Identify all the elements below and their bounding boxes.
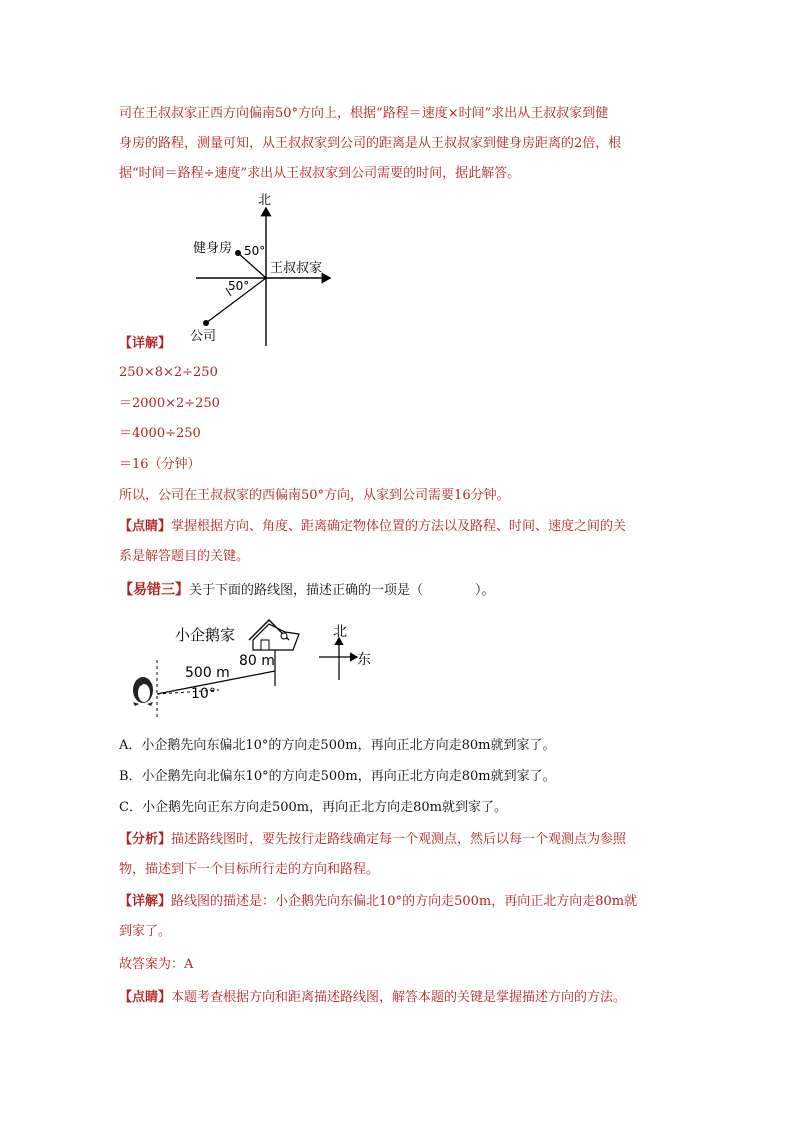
conclusion: 所以，公司在王叔叔家的西偏南50°方向，从家到公司需要16分钟。 (119, 488, 510, 503)
north-label: 北 (258, 193, 272, 208)
compass-east: 东 (357, 652, 371, 668)
angle-label: 10° (191, 686, 216, 702)
option-a[interactable]: A．小企鹅先向东偏北10°的方向走500m，再向正北方向走80m就到家了。 (119, 738, 556, 753)
direction-diagram (180, 188, 350, 350)
penguin-icon (133, 677, 153, 706)
distance-80: 80 m (239, 653, 275, 669)
analysis-text-1: 描述路线图时，要先按行走路线确定每一个观测点，然后以每一个观测点为参照 (171, 832, 627, 847)
gym-point (235, 250, 241, 256)
equation-3: ＝4000÷250 (119, 426, 201, 441)
equation-4: ＝16（分钟） (119, 457, 201, 472)
question-tag: 【易错三】 (119, 582, 189, 598)
house-icon (249, 620, 299, 650)
detail2-text-c: 80m就 (595, 894, 638, 909)
home-label: 小企鹅家 (175, 626, 236, 644)
detail-tag: 【详解】 (119, 336, 172, 351)
tip-text-2: 系是解答题目的关键。 (119, 549, 250, 564)
route-diagram (119, 610, 389, 725)
equation-2: ＝2000×2÷250 (119, 396, 220, 411)
compass-icon (319, 638, 357, 680)
tip2-text: 本题考查根据方向和距离描述路线图，解答本题的关键是掌握描述方向的方法。 (171, 990, 627, 1005)
gym-label: 健身房 (193, 241, 233, 256)
compass-north: 北 (333, 624, 347, 640)
tip-tag: 【点睛】 (119, 519, 172, 534)
answer-text: 故答案为：A (119, 957, 194, 972)
analysis-tag: 【分析】 (119, 832, 172, 847)
angle-label-2: 50° (228, 279, 250, 293)
option-c[interactable]: C．小企鹅先向正东方向走500m，再向正北方向走80m就到家了。 (119, 800, 507, 815)
option-b[interactable]: B．小企鹅先向北偏东10°的方向走500m，再向正北方向走80m就到家了。 (119, 769, 556, 784)
paragraph-line-1: 司在王叔叔家正西方向偏南50°方向上，根据“路程＝速度×时间”求出从王叔叔家到健 (119, 106, 609, 121)
paragraph-line-3: 据“时间＝路程÷速度”求出从王叔叔家到公司需要的时间，据此解答。 (119, 166, 521, 181)
company-label: 公司 (190, 329, 217, 344)
detail2-text-b: 的方向走500m，再向正北方向走 (402, 894, 596, 909)
paragraph-line-2: 身房的路程，测量可知，从王叔叔家到公司的距离是从王叔叔家到健身房距离的2倍，根 (119, 136, 622, 151)
detail2-tag: 【详解】 (119, 894, 172, 909)
detail2-text-a: 路线图的描述是：小企鹅先向东偏北10° (171, 894, 403, 909)
question-text: 关于下面的路线图，描述正确的一项是（ ）。 (189, 583, 495, 598)
angle-label-1: 50° (244, 244, 266, 258)
home-label: 王叔叔家 (270, 261, 323, 276)
distance-500: 500 m (185, 665, 230, 681)
equation-1: 250×8×2÷250 (119, 365, 218, 380)
analysis-text-2: 物，描述到下一个目标所行走的方向和路程。 (119, 862, 380, 877)
tip2-tag: 【点睛】 (119, 990, 172, 1005)
tip-text-1: 掌握根据方向、角度、距离确定物体位置的方法以及路程、时间、速度之间的关 (171, 519, 627, 534)
company-point (203, 320, 209, 326)
detail2-text-2: 到家了。 (119, 924, 172, 939)
